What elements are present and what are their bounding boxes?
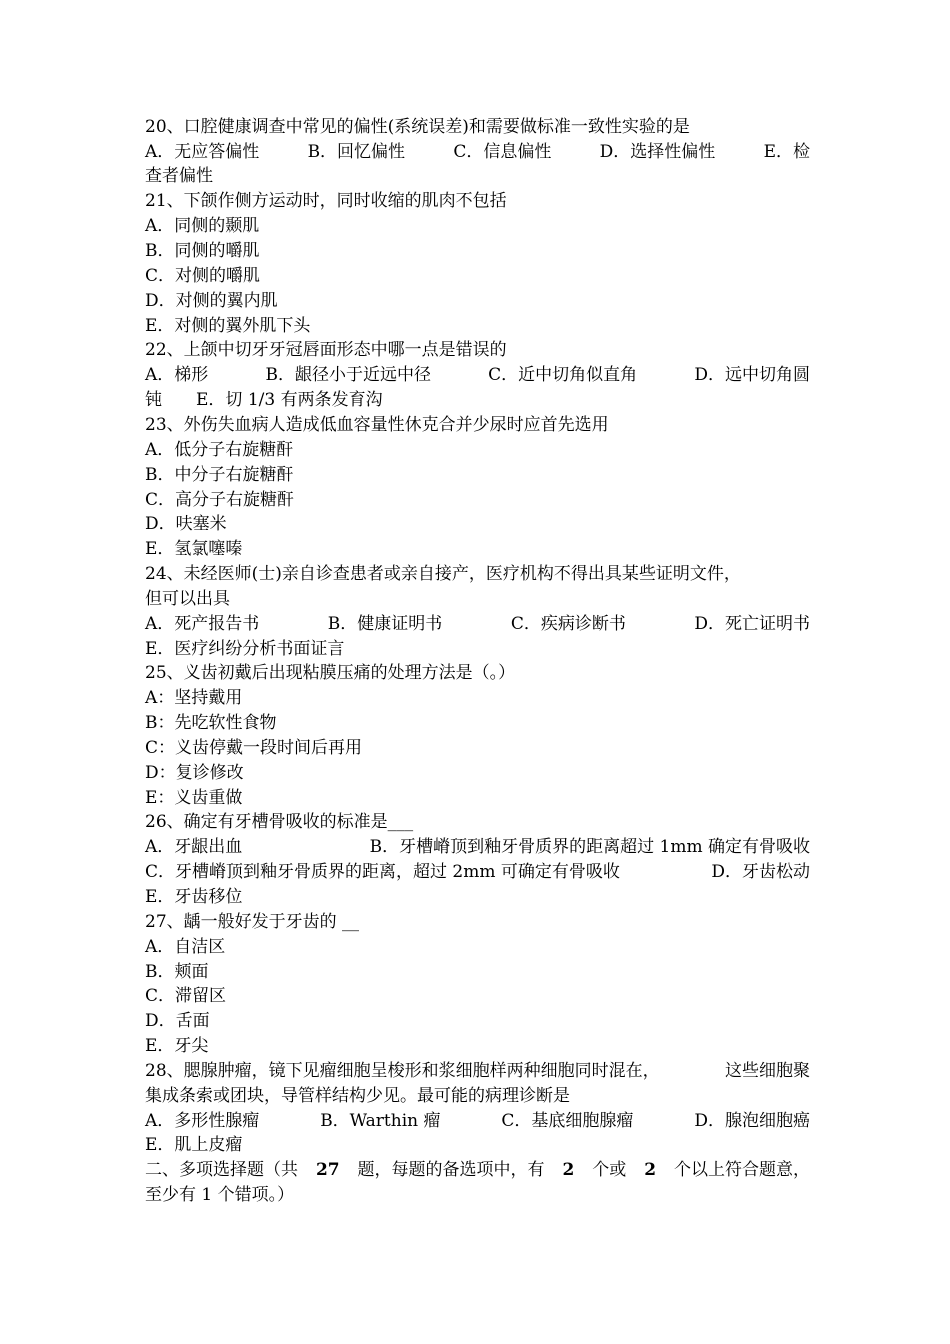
q28-options-row (145, 1110, 810, 1132)
q23-option-d: D．呋塞米 (145, 514, 227, 534)
q28-stem-part-2: 这些细胞聚 (725, 1061, 810, 1081)
q27-option-b: B．颊面 (145, 962, 209, 982)
q24-option-a: A．死产报告书 (145, 614, 260, 634)
q24-option-d: D．死亡证明书 (694, 614, 810, 634)
section-2-heading-line-1 (145, 1159, 810, 1181)
q24-option-e: E．医疗纠纷分析书面证言 (145, 639, 345, 659)
q22-option-a: A．梯形 (145, 365, 209, 385)
q20-option-b: B．回忆偏性 (307, 142, 406, 162)
q23-option-e: E．氢氯噻嗪 (145, 539, 243, 559)
q24-option-c: C．疾病诊断书 (510, 614, 626, 634)
q20-stem: 20、口腔健康调查中常见的偏性(系统误差)和需要做标准一致性实验的是 (145, 117, 690, 137)
q21-option-d: D．对侧的翼内肌 (145, 291, 278, 311)
q21-option-e: E．对侧的翼外肌下头 (145, 316, 311, 336)
q23-stem: 23、外伤失血病人造成低血容量性休克合并少尿时应首先选用 (145, 415, 609, 435)
q26-options-row-2 (145, 861, 810, 883)
section-2-text-4: 个以上符合题意， (673, 1160, 810, 1180)
q26-options-row-1 (145, 836, 810, 858)
q26-stem: 26、确定有牙槽骨吸收的标准是___ (145, 812, 414, 832)
q22-options-row (145, 364, 810, 386)
q20-options-row (145, 141, 810, 163)
q27-stem: 27、龋一般好发于牙齿的 __ (145, 912, 360, 932)
q27-option-a: A．自洁区 (145, 937, 226, 957)
q27-option-c: C．滞留区 (145, 986, 227, 1006)
section-2-count: 27 (315, 1160, 340, 1180)
q26-option-b: B．牙槽嵴顶到釉牙骨质界的距离超过 1mm 确定有骨吸收 (369, 837, 810, 857)
q23-option-a: A．低分子右旋糖酐 (145, 440, 294, 460)
section-2-num-1: 2 (562, 1160, 575, 1180)
q27-option-d: D．舌面 (145, 1011, 210, 1031)
q28-option-d: D．腺泡细胞癌 (694, 1111, 810, 1131)
q28-stem-part-1: 28、腮腺肿瘤，镜下见瘤细胞呈梭形和浆细胞样两种细胞同时混在， (145, 1061, 660, 1081)
q23-option-c: C．高分子右旋糖酐 (145, 490, 295, 510)
q22-option-b: B．龈径小于近远中径 (265, 365, 431, 385)
section-2-text-3: 个或 (592, 1160, 627, 1180)
q21-stem: 21、下颌作侧方运动时，同时收缩的肌肉不包括 (145, 191, 507, 211)
section-2-text-2: 题，每题的备选项中，有 (357, 1160, 545, 1180)
q24-options-row (145, 613, 810, 635)
q22-option-d-continued: 钝 (145, 390, 162, 410)
q28-stem-line-2: 集成条索或团块，导管样结构少见。最可能的病理诊断是 (145, 1086, 570, 1106)
q22-stem: 22、上颌中切牙牙冠唇面形态中哪一点是错误的 (145, 340, 507, 360)
q26-option-d: D．牙齿松动 (711, 862, 810, 882)
q28-option-e: E．肌上皮瘤 (145, 1135, 243, 1155)
q26-option-e: E．牙齿移位 (145, 887, 243, 907)
q22-option-e: E．切 1/3 有两条发育沟 (196, 390, 383, 410)
q20-option-d: D．选择性偏性 (599, 142, 716, 162)
q21-option-b: B．同侧的嚼肌 (145, 241, 260, 261)
q28-option-c: C．基底细胞腺瘤 (501, 1111, 634, 1131)
section-2-text-1: 二、多项选择题（共 (145, 1160, 298, 1180)
q26-option-a: A．牙龈出血 (145, 837, 243, 857)
q28-stem-line-1 (145, 1060, 810, 1082)
q20-option-a: A．无应答偏性 (145, 142, 260, 162)
q21-option-a: A．同侧的颞肌 (145, 216, 260, 236)
q24-stem-line-1: 24、未经医师(士)亲自诊查患者或亲自接产，医疗机构不得出具某些证明文件， (145, 564, 741, 584)
q27-option-e: E．牙尖 (145, 1036, 209, 1056)
q21-option-c: C．对侧的嚼肌 (145, 266, 261, 286)
q25-option-e: E：义齿重做 (145, 788, 243, 808)
q25-option-b: B：先吃软性食物 (145, 713, 277, 733)
section-2-num-2: 2 (644, 1160, 657, 1180)
q25-option-c: C：义齿停戴一段时间后再用 (145, 738, 363, 758)
q20-option-e-continued: 查者偏性 (145, 166, 213, 186)
section-2-heading-line-2: 至少有 1 个错项。） (145, 1185, 295, 1205)
q23-option-b: B．中分子右旋糖酐 (145, 465, 294, 485)
q24-stem-line-2: 但可以出具 (145, 589, 230, 609)
q24-option-b: B．健康证明书 (327, 614, 443, 634)
q25-stem: 25、义齿初戴后出现粘膜压痛的处理方法是（。） (145, 663, 516, 683)
q28-option-a: A．多形性腺瘤 (145, 1111, 260, 1131)
q25-option-d: D：复诊修改 (145, 763, 244, 783)
q22-option-d: D．远中切角圆 (694, 365, 810, 385)
q22-option-c: C．近中切角似直角 (488, 365, 638, 385)
q26-option-c: C．牙槽嵴顶到釉牙骨质界的距离，超过 2mm 可确定有骨吸收 (145, 862, 620, 882)
q28-option-b: B．Warthin 瘤 (320, 1111, 441, 1131)
q22-options-row-2 (145, 389, 810, 411)
q20-option-c: C．信息偏性 (453, 142, 552, 162)
q20-option-e: E．检 (763, 142, 810, 162)
q25-option-a: A：坚持戴用 (145, 688, 243, 708)
